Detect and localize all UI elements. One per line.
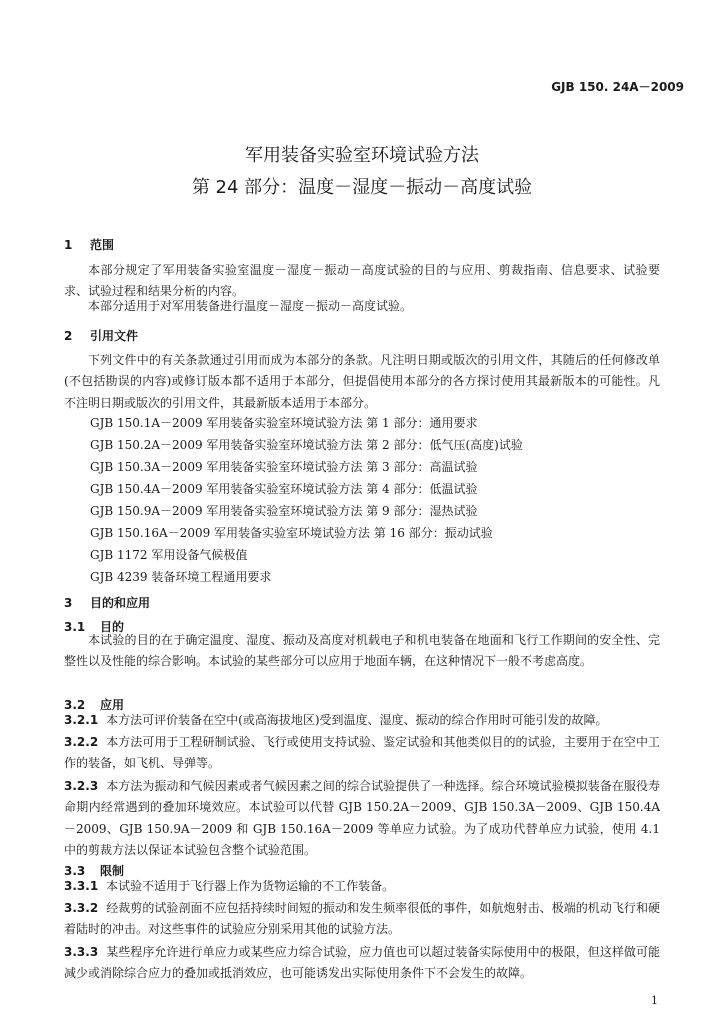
section-2-heading (64, 327, 138, 344)
section-number: 1 (64, 238, 73, 252)
section-1-heading (64, 236, 114, 253)
section-title: 引用文件 (90, 329, 139, 343)
clause-3-3-1 (64, 876, 660, 897)
reference-item: GJB 150.2A－2009 军用装备实验室环境试验方法 第 2 部分：低气压(高度)试验 (90, 438, 523, 452)
clause-number: 3.3.3 (64, 945, 99, 959)
subsection-number: 3.2 (64, 698, 86, 712)
clause-text: 某些程序允许进行单应力或某些应力综合试验，应力值也可以超过装备实际使用中的极限，但这样做可能减少或消除综合应力的叠加或抵消效应，也可能诱发出实际使用条件下不会发生的故障。 (64, 945, 660, 981)
clause-text: 本方法可用于工程研制试验、飞行或使用支持试验、鉴定试验和其他类似目的的试验，主要用于在空中工作的装备，如飞机、导弹等。 (64, 735, 660, 771)
paragraph: 本部分适用于对军用装备进行温度－湿度－振动－高度试验。 (88, 299, 413, 313)
section-number: 2 (64, 329, 73, 343)
reference-item: GJB 150.16A－2009 军用装备实验室环境试验方法 第 16 部分：振动试验 (90, 526, 493, 540)
clause-number: 3.3.1 (64, 879, 99, 893)
subsection-title: 目的 (100, 620, 125, 634)
subsection-title: 应用 (100, 698, 125, 712)
document-subtitle: 第 24 部分：温度－湿度－振动－高度试验 (191, 177, 533, 198)
paragraph: 本部分规定了军用装备实验室温度－湿度－振动－高度试验的目的与应用、剪裁指南、信息要求、试验要求、试验过程和结果分析的内容。 (64, 263, 660, 299)
section-title: 范围 (90, 238, 115, 252)
clause-number: 3.2.3 (64, 779, 99, 793)
clause-number: 3.3.2 (64, 901, 99, 915)
reference-item: GJB 150.1A－2009 军用装备实验室环境试验方法 第 1 部分：通用要求 (90, 416, 478, 430)
document-title: 军用装备实验室环境试验方法 (245, 145, 479, 166)
clause-text: 本方法可评价装备在空中(或高海拔地区)受到温度、湿度、振动的综合作用时可能引发的故障。 (106, 713, 608, 727)
section-number: 3 (64, 596, 73, 610)
clause-text: 本方法为振动和气候因素或者气候因素之间的综合试验提供了一种选择。综合环境试验模拟装备在服役寿命期内经常遇到的叠加环境效应。本试验可以代替 GJB 150.2A－2009、GJB 150.3A－2009、GJB 150.4A－2009、GJB 150.9A－2009 和 GJB 150.16A－2009 等单应力试验。为了成功代替单应力试验，使用 4.1 中的剪裁方法以保证本试验包含整个试验范围。 (64, 779, 660, 858)
section-3-heading (64, 594, 150, 611)
subsection-title: 限制 (100, 864, 125, 878)
clause-text: 经裁剪的试验剖面不应包括持续时间短的振动和发生频率很低的事件，如航炮射击、极端的机动飞行和硬着陆时的冲击。对这些事件的试验应分别采用其他的试验方法。 (64, 901, 660, 937)
subsection-number: 3.1 (64, 620, 86, 634)
clause-3-3-3 (64, 942, 660, 985)
section-title: 目的和应用 (90, 596, 151, 610)
reference-item: GJB 150.4A－2009 军用装备实验室环境试验方法 第 4 部分：低温试验 (90, 482, 478, 496)
reference-item: GJB 150.9A－2009 军用装备实验室环境试验方法 第 9 部分：湿热试验 (90, 504, 478, 518)
reference-item: GJB 150.3A－2009 军用装备实验室环境试验方法 第 3 部分：高温试验 (90, 460, 478, 474)
paragraph: 下列文件中的有关条款通过引用而成为本部分的条款。凡注明日期或版次的引用文件，其随后的任何修改单(不包括勘误的内容)或修订版本都不适用于本部分，但提倡使用本部分的各方探讨使用其最新版本的可能性。凡不注明日期或版次的引用文件，其最新版本适用于本部分。 (64, 353, 660, 410)
subsection-number: 3.3 (64, 864, 86, 878)
clause-text: 本试验不适用于飞行器上作为货物运输的不工作装备。 (106, 879, 395, 893)
clause-number: 3.2.2 (64, 735, 99, 749)
clause-3-2-2 (64, 732, 660, 775)
clause-3-2-1 (64, 710, 660, 731)
clause-3-2-3 (64, 776, 660, 862)
standard-code: GJB 150. 24A－2009 (551, 80, 684, 94)
page-number: 1 (651, 994, 658, 1007)
reference-item: GJB 4239 装备环境工程通用要求 (90, 570, 272, 584)
paragraph: 本试验的目的在于确定温度、湿度、振动及高度对机载电子和机电装备在地面和飞行工作期间的安全性、完整性以及性能的综合影响。本试验的某些部分可以应用于地面车辆，在这种情况下一般不考虑高度。 (64, 633, 660, 669)
clause-number: 3.2.1 (64, 713, 99, 727)
reference-item: GJB 1172 军用设备气候极值 (90, 548, 248, 562)
clause-3-3-2 (64, 898, 660, 941)
